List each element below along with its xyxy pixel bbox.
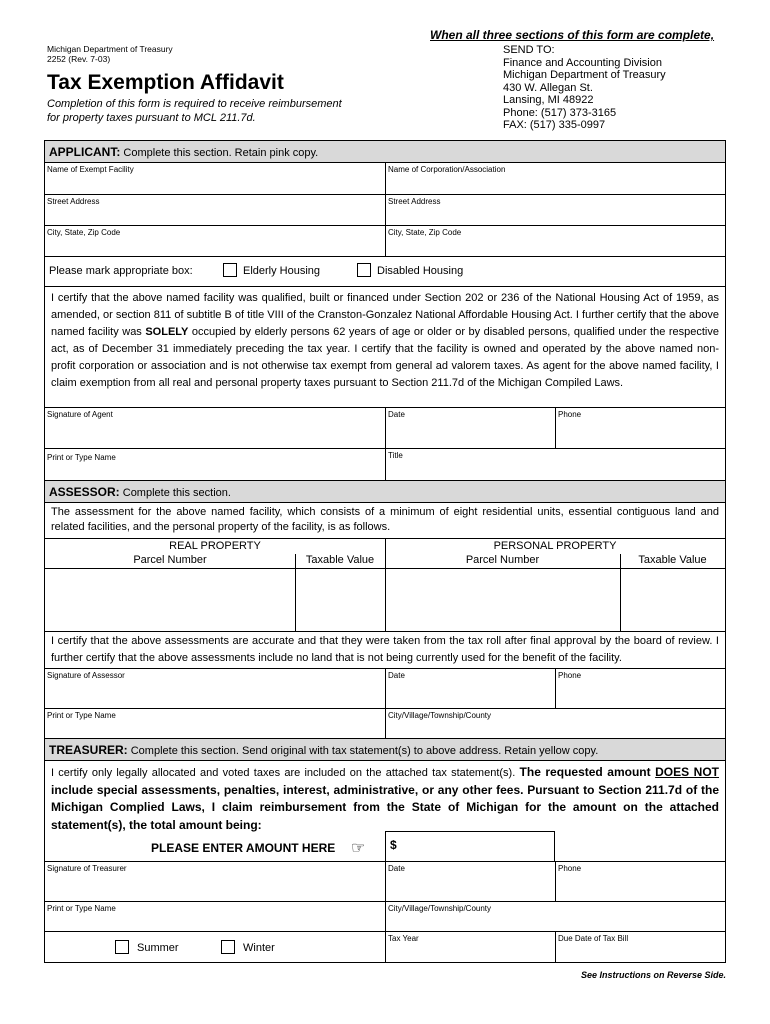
header-left [47,44,427,125]
treasurer-date-label: Date [388,864,405,873]
treasurer-date-field[interactable] [385,862,555,902]
personal-property-heading: PERSONAL PROPERTY [493,540,617,552]
corporation-street-field[interactable] [385,195,725,226]
assessor-intro: The assessment for the above named facility, which consists of a minimum of eight residential units, essential contiguous land and related facilities, and the personal property of the facility, is as follows. [51,506,719,533]
applicant-cert-part2: occupied by elderly persons 62 years of age or older or by disabled persons, qualified under the respective act, as of December 31 immediately preceding the tax year. I certify that the facility is owned and operated by the above named non-profit corporation or association and is not otherwise tax exempt from general ad valorem taxes. As agent for the above named facility, I claim exemption from all real and personal property taxes pursuant to Section 211.7d of the Michigan Compiled Laws. [51,326,719,389]
elderly-housing-label: Elderly Housing [243,265,321,277]
winter-label: Winter [243,942,275,954]
assessor-date-label: Date [388,671,405,680]
treasurer-city-field[interactable] [385,902,725,932]
assessor-date-field[interactable] [385,669,555,709]
corporation-name-field[interactable] [385,163,725,195]
disabled-housing-label: Disabled Housing [377,265,464,277]
tax-year-label: Tax Year [388,934,419,943]
treasurer-instruction: Complete this section. Send original with tax statement(s) to above address. Retain yellow copy. [130,745,599,757]
real-parcel-number-cell[interactable] [45,569,295,631]
elderly-housing-checkbox[interactable] [223,263,237,277]
form-title: Tax Exemption Affidavit [47,71,284,94]
dollar-sign: $ [390,838,397,852]
footer-note: See Instructions on Reverse Side. [580,970,726,980]
total-amount-field[interactable] [385,831,555,862]
assessor-signature-label: Signature of Assessor [47,671,125,680]
applicant-heading: APPLICANT: [49,145,121,159]
facility-street-field[interactable] [45,195,385,226]
agency-name: Michigan Department of Treasury [47,44,173,54]
treasurer-heading: TREASURER: [49,743,128,757]
divider [385,538,386,631]
facility-street-label: Street Address [47,197,100,206]
mark-box-label: Please mark appropriate box: [49,265,193,277]
applicant-section-header [45,141,725,163]
assessor-city-label: City/Village/Township/County [388,711,492,720]
facility-city-field[interactable] [45,226,385,257]
personal-parcel-number-cell[interactable] [386,569,620,631]
real-property-heading: REAL PROPERTY [169,540,261,552]
treasurer-signature-label: Signature of Treasurer [47,864,127,873]
due-date-field[interactable] [555,932,725,962]
summer-checkbox[interactable] [115,940,129,954]
real-taxable-value-header: Taxable Value [305,554,375,566]
send-to-line: SEND TO: [503,44,555,56]
personal-parcel-number-header: Parcel Number [465,554,540,566]
assessor-section-header [45,481,725,503]
send-to-line: Finance and Accounting Division [503,56,662,69]
corporation-city-field[interactable] [385,226,725,257]
treasurer-phone-field[interactable] [555,862,725,902]
agent-phone-field[interactable] [555,408,725,449]
agent-title-label: Title [388,451,403,460]
assessor-certification: I certify that the above assessments are accurate and that they were taken from the tax roll after final approval by the board of review. I further certify that the above assessments include no land that is not being currently used for the benefit of the facility. [51,635,719,664]
disabled-housing-checkbox[interactable] [357,263,371,277]
assessor-city-field[interactable] [385,709,725,739]
header-right [430,27,730,132]
divider [295,554,296,631]
winter-checkbox[interactable] [221,940,235,954]
agent-print-name-field[interactable] [45,449,385,481]
agent-date-field[interactable] [385,408,555,449]
applicant-instruction: Complete this section. Retain pink copy. [123,147,319,159]
agent-signature-label: Signature of Agent [47,410,113,419]
divider [620,554,621,631]
treasurer-cert-bold1: The requested amount [519,765,656,779]
when-complete-note: When all three sections of this form are complete, [430,28,715,42]
assessor-print-name-label: Print or Type Name [47,711,116,720]
agent-title-field[interactable] [385,449,725,481]
facility-city-label: City, State, Zip Code [47,228,121,237]
send-to-line: Michigan Department of Treasury [503,69,666,81]
send-to-line: 430 W. Allegan St. [503,81,593,94]
enter-amount-label: PLEASE ENTER AMOUNT HERE [151,841,336,855]
treasurer-cert-bold2: include special assessments, penalties, interest, administrative, or any other fees. Pursuant to Section 211.7d of the Michigan Complied Laws, I claim reimbursement from the State of Michigan for the amount on the attached statement(s), the total amount being: [51,782,719,832]
personal-taxable-value-header: Taxable Value [638,554,707,566]
divider [45,631,725,632]
summer-label: Summer [137,942,179,954]
send-to-address [503,44,730,132]
send-to-line: Phone: (517) 373-3165 [503,106,617,119]
form-number: 2252 (Rev. 7-03) [47,54,111,64]
exempt-facility-name-field[interactable] [45,163,385,195]
applicant-cert-part1: I certify that the above named facility was qualified, built or financed under Section 202 or 236 of the National Housing Act of 1959, as amended, or section 811 of subtitle B of title VIII of the Cranston-Gonzalez National Affordable Housing Act. I further certify that the above named facility was [51,292,719,338]
real-parcel-number-header: Parcel Number [133,554,207,566]
exempt-facility-name-label: Name of Exempt Facility [47,165,134,174]
corporation-city-label: City, State, Zip Code [388,228,462,237]
personal-taxable-value-cell[interactable] [621,569,725,631]
agent-signature-field[interactable] [45,408,385,449]
treasurer-cert-plain: I certify only legally allocated and voted taxes are included on the attached tax statement(s). [51,767,520,779]
send-to-line: FAX: (517) 335-0997 [503,119,606,131]
assessor-instruction: Complete this section. [122,487,231,499]
agent-phone-label: Phone [558,410,582,419]
assessor-phone-label: Phone [558,671,582,680]
applicant-cert-solely: SOLELY [145,326,189,338]
treasurer-certification [51,764,719,834]
applicant-certification [51,290,719,392]
due-date-label: Due Date of Tax Bill [558,934,629,943]
treasurer-city-label: City/Village/Township/County [388,904,492,913]
treasurer-print-name-label: Print or Type Name [47,904,116,913]
real-taxable-value-cell[interactable] [296,569,385,631]
form-subtitle: Completion of this form is required to receive reimbursement for property taxes pursuant to MCL 211.7d. [47,98,342,124]
corporation-street-label: Street Address [388,197,441,206]
agent-date-label: Date [388,410,405,419]
treasurer-section-header [45,739,725,761]
assessor-heading: ASSESSOR: [49,485,120,499]
treasurer-phone-label: Phone [558,864,582,873]
treasurer-print-name-field[interactable] [45,902,385,932]
assessor-signature-field[interactable] [45,669,385,709]
tax-year-field[interactable] [385,932,555,962]
corporation-name-label: Name of Corporation/Association [388,165,506,174]
send-to-line: Lansing, MI 48922 [503,94,594,106]
pointing-hand-icon: ☞ [351,840,366,857]
treasurer-signature-field[interactable] [45,862,385,902]
agent-print-name-label: Print or Type Name [47,453,116,462]
affidavit-form [44,140,726,963]
assessor-phone-field[interactable] [555,669,725,709]
housing-type-row [45,257,725,287]
treasurer-cert-does-not: DOES NOT [655,765,719,779]
assessor-print-name-field[interactable] [45,709,385,739]
